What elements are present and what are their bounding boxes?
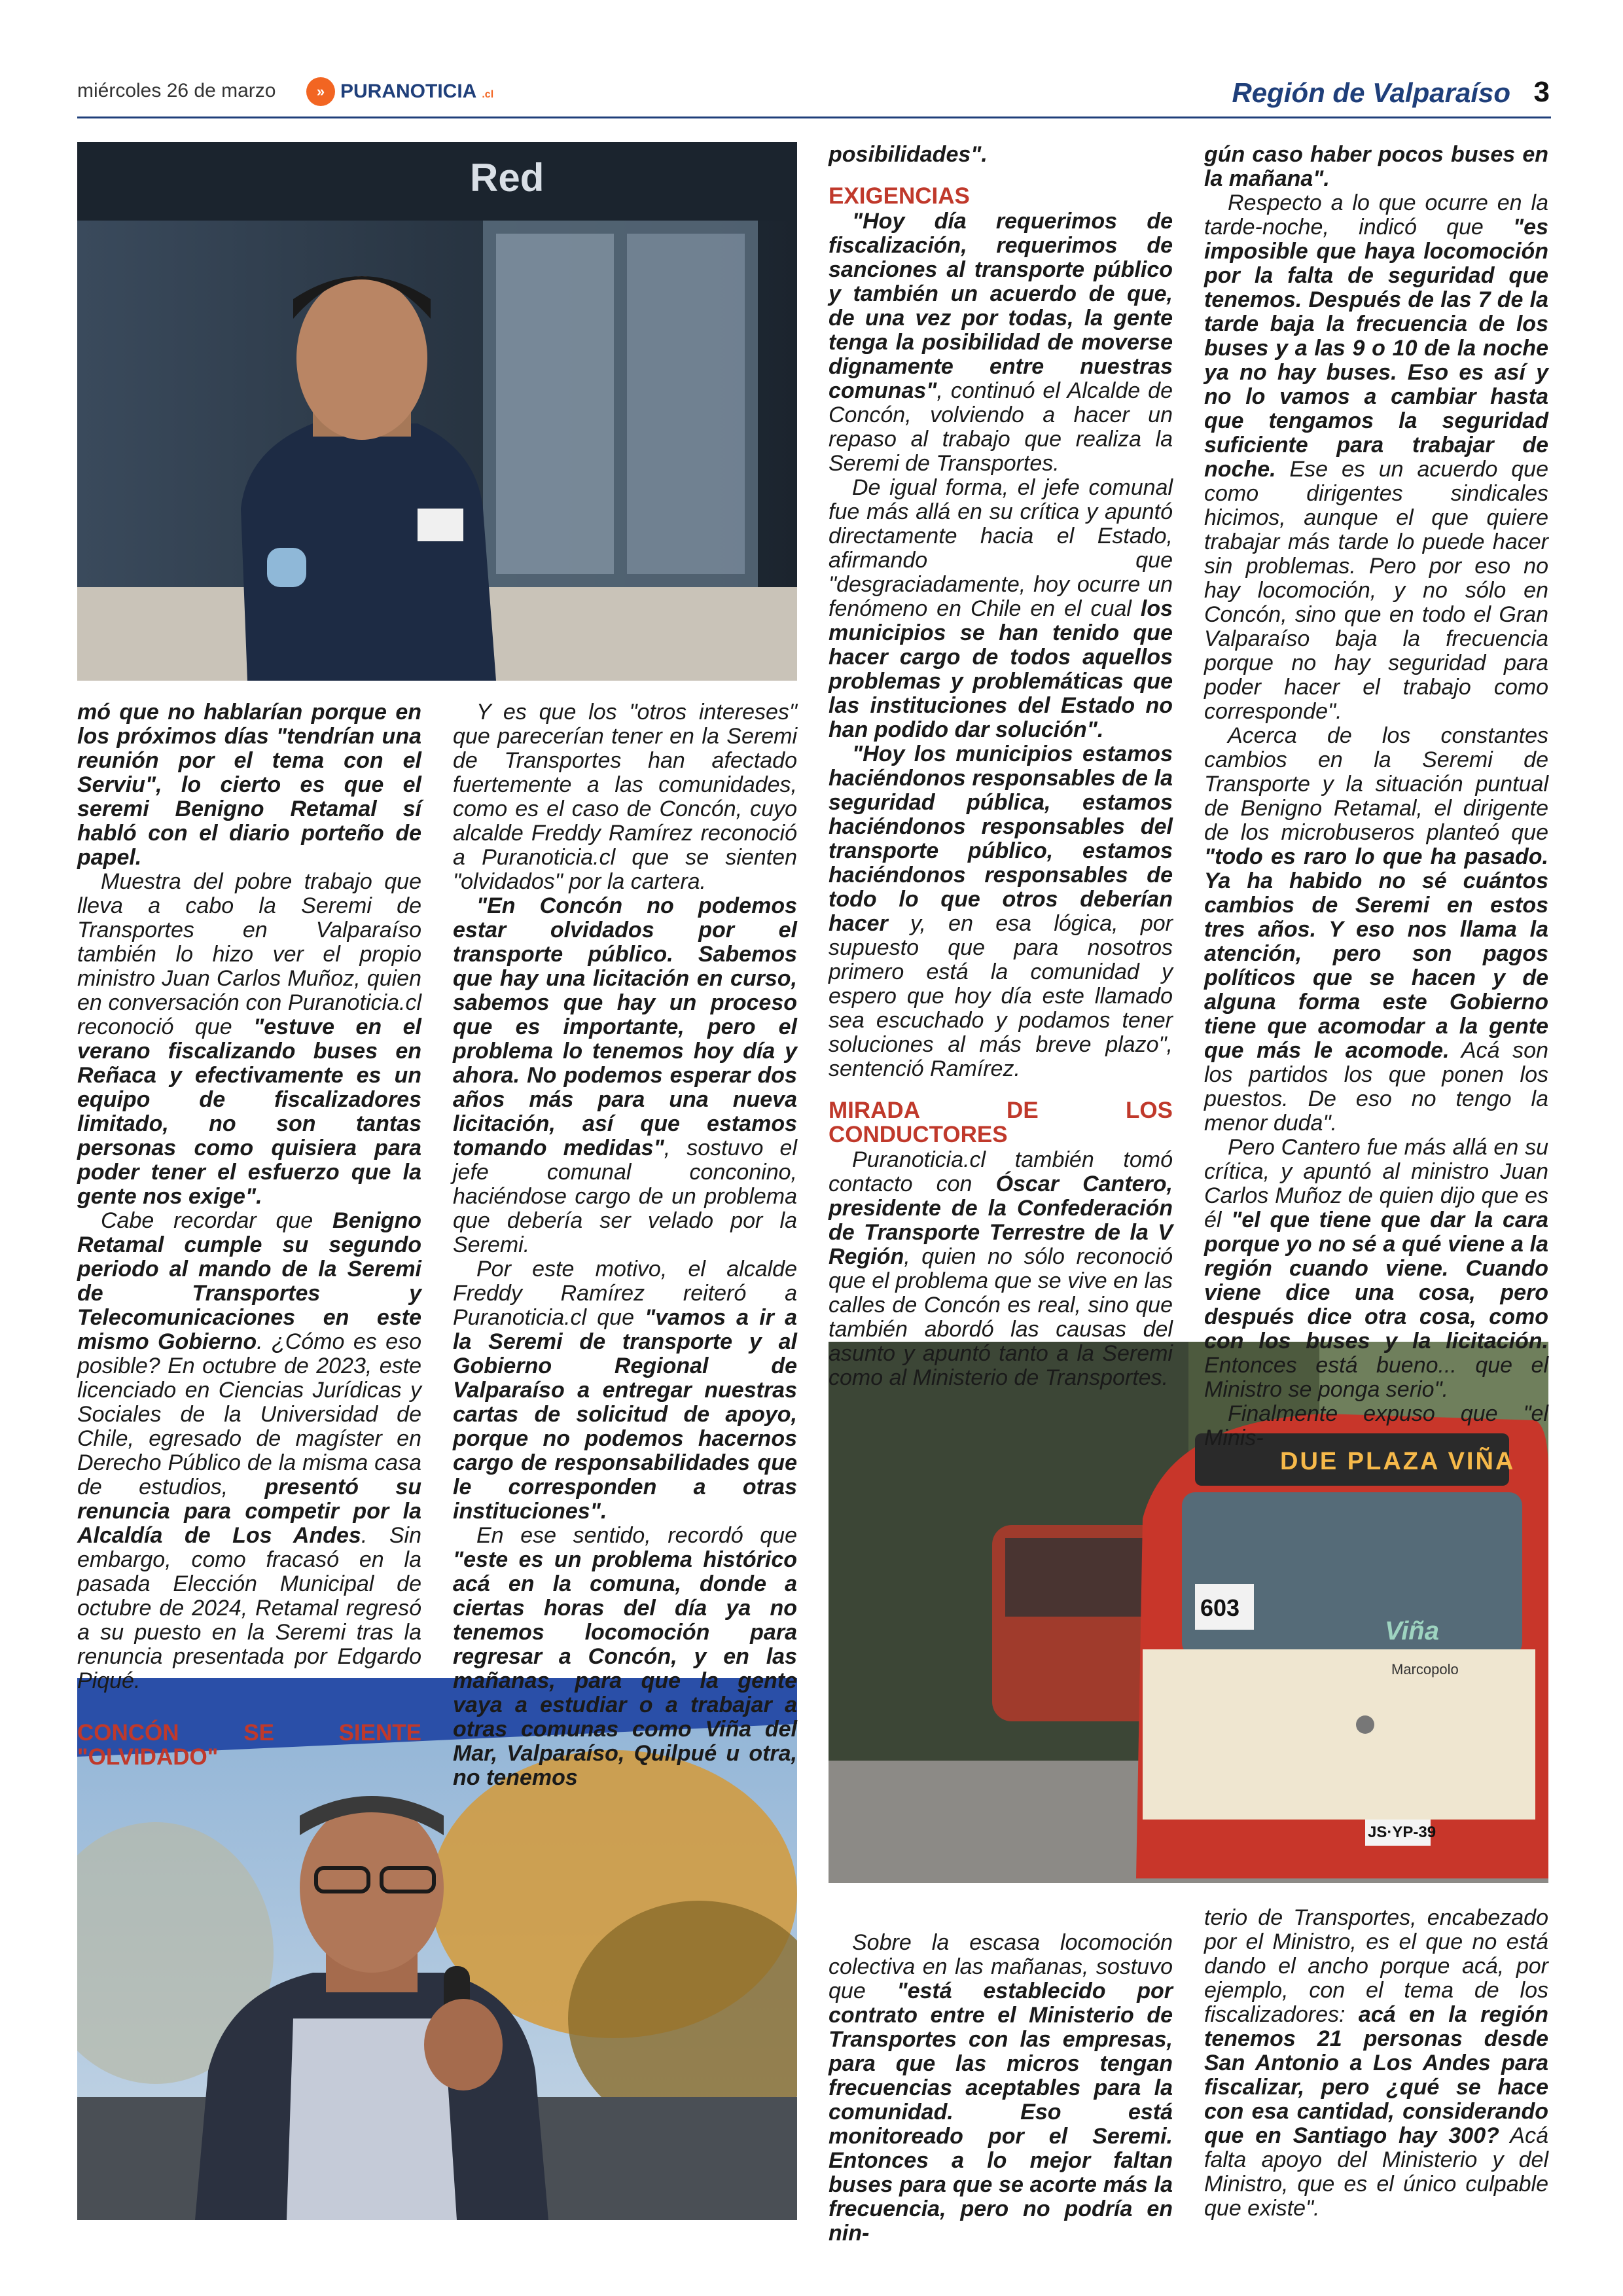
article-column-4 <box>1204 143 1548 1450</box>
col6-p1-text-a: terio de Transportes, encabezado por el Ministro, es el que no está dando el ancho porque acá, por ejemplo, con el tema de los fiscalizadores: <box>1204 1905 1548 2027</box>
col5-p1-text: Sobre la escasa locomoción colectiva en las mañanas, sostuvo que <box>829 1930 1173 2003</box>
section-heading-concon: CONCÓN SE SIENTE "OLVIDADO" <box>77 1720 421 1770</box>
col1-p3-bold-b: presentó su renuncia para competir por la Alcaldía de Los Andes <box>77 1475 421 1548</box>
col4-p2-quote: "todo es raro lo que ha pasado. Ya ha habido no sé cuántos cambios de Seremi en estos tres años. Y eso nos llama la atención, pero son pagos políticos que se hacen y de alguna forma este Gobierno tiene que acomodar a la gente que más le acomode. <box>1204 844 1548 1063</box>
col3-p4-bold: Óscar Cantero, presidente de la Confederación de Transporte Terrestre de la V Región <box>829 1172 1173 1269</box>
col6-p1-quote: acá en la región tenemos 21 personas desde San Antonio a Los Andes para fiscalizar, pero ¿qué se hace con esa cantidad, considerando que en Santiago hay 300? <box>1204 2002 1548 2148</box>
col1-p2-text: Muestra del pobre trabajo que lleva a cabo la Seremi de Transportes en Valparaíso también lo hizo ver el propio ministro Juan Carlos Muñoz, quien en conversación con Puranoticia.cl reconoció que <box>77 869 421 1039</box>
col5-p1-quote: "está establecido por contrato entre el Ministerio de Transportes con las empresas, para que las micros tengan frecuencias aceptables para la comunidad. Eso está monitoreado por el Seremi. Entonces a lo mejor faltan buses para que se acorte más la frecuencia, pero no podría en nin- <box>829 1979 1173 2246</box>
col5-paragraph-1 <box>829 1931 1173 2246</box>
col3-p2-quote: los municipios se han tenido que hacer cargo de todos aquellos problemas y problemáticas que las instituciones del Estado no han podido dar solución". <box>829 596 1173 742</box>
col1-paragraph-2 <box>77 870 421 1209</box>
bus-sign-text: Red <box>470 156 544 200</box>
col4-p3-quote: "el que tiene que dar la cara porque yo no sé a qué viene a la región cuando viene. Cuando viene dice una cosa, pero después dice otra cosa, como con los buses y la licitación. <box>1204 1208 1548 1354</box>
col4-p1-text-a: Respecto a lo que ocurre en la tarde-noche, indicó que <box>1204 190 1548 240</box>
article-column-6 <box>1204 1906 1548 2221</box>
col2-p2-quote: "En Concón no podemos estar olvidados por el transporte público. Sabemos que hay una licitación en curso, sabemos que hay un proceso que es importante, pero el problema lo tenemos hoy día y ahora. No podemos esperar dos años más para una nueva licitación, así que estamos tomando medidas" <box>453 893 797 1160</box>
col2-p4-quote: "este es un problema histórico acá en la comuna, donde a ciertas horas del día ya no tenemos locomoción para regresar a Concón, y en las mañanas, para que la gente vaya a estudiar o a trabajar a otras comunas como Viña del Mar, Valparaíso, Quilpué u otra, no tenemos <box>453 1547 797 1790</box>
brand-suffix: .cl <box>482 89 494 100</box>
article-column-2 <box>453 700 797 1790</box>
col2-p3-text: Por este motivo, el alcalde Freddy Ramírez reiteró a Puranoticia.cl que <box>453 1257 797 1330</box>
col2-p3-quote: "vamos a ir a la Seremi de transporte y al Gobierno Regional de Valparaíso a entregar nuestras cartas de solicitud de apoyo, porque no podemos hacernos cargo de responsabilidades que le corresponden a otras instituciones". <box>453 1305 797 1524</box>
photo-seremi-retamal <box>77 142 797 681</box>
section-heading-conductores: MIRADA DE LOS CONDUCTORES <box>829 1098 1173 1147</box>
col6-paragraph-1 <box>1204 1906 1548 2221</box>
col4-p3-text-b: Entonces está bueno... que el Ministro se ponga serio". <box>1204 1353 1548 1402</box>
page-header <box>77 73 1550 119</box>
bus-route-number: 603 <box>1200 1594 1240 1621</box>
bus-maker-badge: Marcopolo <box>1391 1661 1459 1677</box>
col2-paragraph-4 <box>453 1524 797 1790</box>
col3-p4-text-a: Puranoticia.cl también tomó contacto con <box>829 1147 1173 1196</box>
col3-paragraph-0: posibilidades". <box>829 142 988 167</box>
col4-paragraph-2 <box>1204 724 1548 1136</box>
brand-name: PURANOTICIA <box>340 81 477 102</box>
brand-logo <box>306 77 493 106</box>
col3-p1-quote: "Hoy día requerimos de fiscalización, requerimos de sanciones al transporte público y también un acuerdo de que, de una vez por todas, la gente tenga la posibilidad de moverse dignamente entre nuestras comunas" <box>829 209 1173 403</box>
article-column-5 <box>829 1931 1173 2246</box>
col4-p1-quote: "es imposible que haya locomoción por la falta de seguridad que tenemos. Después de las 7 de la tarde baja la frecuencia de los buses y a las 9 o 10 de la noche ya no hay buses. Eso es así y no lo vamos a cambiar hasta que tengamos la seguridad suficiente para trabajar de noche. <box>1204 215 1548 482</box>
col3-p3-quote: "Hoy los municipios estamos haciéndonos responsables de la seguridad pública, estamos haciéndonos responsables del transporte público, estamos haciéndonos responsables de todo lo que otros deberían hacer <box>829 742 1173 936</box>
col2-paragraph-2 <box>453 894 797 1257</box>
header-divider <box>77 117 1551 118</box>
article-column-1 <box>77 700 421 1770</box>
col3-p4-text-b: , quien no sólo reconoció que el problema que se vive en las calles de Concón es real, sino que también abordó las causas del asunto y apuntó tanto a la Seremi como al Ministerio de Transportes. <box>829 1244 1173 1390</box>
col2-paragraph-3 <box>453 1257 797 1524</box>
col4-paragraph-0: gún caso haber pocos buses en la mañana". <box>1204 142 1548 191</box>
col4-p2-text-b: Acá son los partidos los que ponen los puestos. De eso no tengo la menor duda". <box>1204 1038 1548 1136</box>
col4-p1-text-b: Ese es un acuerdo que como dirigentes sindicales hicimos, aunque el que quiere trabajar más tarde lo puede hacer sin problemas. Pero por eso no hay locomoción, y no sólo en Concón, sino que en todo el Gran Valparaíso baja la frecuencia porque no hay seguridad para poder hacer el trabajo como corresponde". <box>1204 457 1548 724</box>
col1-p3-text-c: . Sin embargo, como fracasó en la pasada Elección Municipal de octubre de 2024, Retamal regresó a su puesto en la Seremi tras la renuncia presentada por Edgardo Piqué. <box>77 1523 421 1693</box>
page-number: 3 <box>1533 76 1550 108</box>
section-region: Región de Valparaíso <box>1232 77 1510 108</box>
col1-p3-bold-a: Benigno Retamal cumple su segundo periodo al mando de la Seremi de Transportes y Telecomunicaciones en este mismo Gobierno <box>77 1208 421 1354</box>
col3-paragraph-2 <box>829 476 1173 742</box>
col3-paragraph-4 <box>829 1148 1173 1390</box>
col4-p3-text-a: Pero Cantero fue más allá en su crítica, y apuntó al ministro Juan Carlos Muñoz de quien dijo que es él <box>1204 1135 1548 1232</box>
col3-p3-text: y, en esa lógica, por supuesto que para nosotros primero está la comunidad y espero que hoy día este llamado sea escuchado y podamos tener soluciones al más breve plazo", sentenció Ramírez. <box>829 911 1173 1081</box>
col1-p3-text-a: Cabe recordar que <box>101 1208 333 1233</box>
col4-paragraph-1 <box>1204 191 1548 724</box>
bus-license-plate: JS·YP-39 <box>1368 1823 1436 1841</box>
col2-p2-text: , sostuvo el jefe comunal conconino, haciéndose cargo de un problema que debería ser velado por la Seremi. <box>453 1136 797 1257</box>
bus-route-sign: DUE PLAZA VIÑA <box>1280 1448 1516 1475</box>
col1-paragraph-3 <box>77 1209 421 1693</box>
col2-paragraph-1: Y es que los "otros intereses" que parecerían tener en la Seremi de Transportes han afectado fuertemente a las comunidades, como es el caso de Concón, cuyo alcalde Freddy Ramírez reconoció a Puranoticia.cl que se sienten "olvidados" por la cartera. <box>453 700 797 894</box>
col4-paragraph-3 <box>1204 1136 1548 1402</box>
col1-p3-text-b: . ¿Cómo es eso posible? En octubre de 2023, este licenciado en Ciencias Jurídicas y Sociales de la Universidad de Chile, egresado de magíster en Derecho Público de la misma casa de estudios, <box>77 1329 421 1499</box>
col1-paragraph-1: mó que no hablarían porque en los próximos días "tendrían una reunión por el tema con el Serviu", lo cierto es que el seremi Benigno Retamal sí habló con el diario porteño de papel. <box>77 700 421 870</box>
col3-p2-text: De igual forma, el jefe comunal fue más allá en su crítica y apuntó directamente hacia el Estado, afirmando que "desgraciadamente, hoy ocurre un fenómeno en Chile en el cual <box>829 475 1173 621</box>
col6-p1-text-b: Acá falta apoyo del Ministerio y del Ministro, que es el único culpable que existe". <box>1204 2123 1548 2221</box>
col3-paragraph-3 <box>829 742 1173 1081</box>
photo-seremi-retamal-svg <box>77 142 797 681</box>
chevron-logo-icon: » <box>306 77 335 106</box>
section-heading-exigencias: EXIGENCIAS <box>829 183 970 209</box>
col4-paragraph-4: Finalmente expuso que "el Minis- <box>1204 1401 1548 1450</box>
issue-date: miércoles 26 de marzo <box>77 80 276 101</box>
col4-p2-text-a: Acerca de los constantes cambios en la Seremi de Transporte y la situación puntual de Benigno Retamal, el dirigente de los microbuseros planteó que <box>1204 723 1548 845</box>
col1-p2-quote: "estuve en el verano fiscalizando buses en Reñaca y efectivamente es un equipo de fiscalizadores limitado, no son tantas personas como quisiera para poder tener el esfuerzo que la gente nos exige". <box>77 1014 421 1209</box>
bus-brand-logo: Viña <box>1385 1617 1439 1645</box>
article-column-3 <box>829 143 1173 1390</box>
col3-paragraph-1 <box>829 209 1173 476</box>
col3-p1-text: , continuó el Alcalde de Concón, volviendo a hacer un repaso al trabajo que realiza la Seremi de Transportes. <box>829 378 1173 476</box>
col2-p4-text: En ese sentido, recordó que <box>476 1523 797 1548</box>
